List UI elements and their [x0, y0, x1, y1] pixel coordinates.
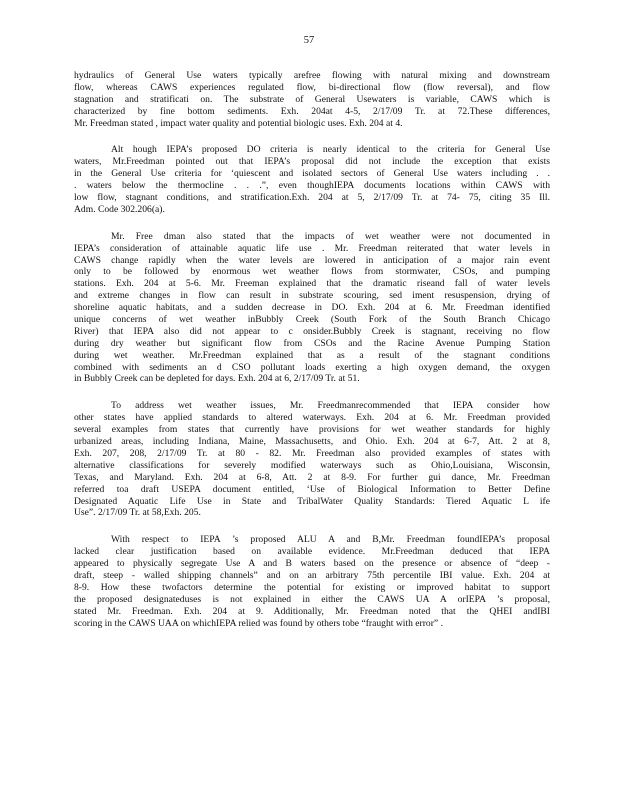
paragraph — [74, 70, 550, 129]
text-line: during wet weather. Mr.Freedman explained that as a result of the stagnant conditions — [74, 349, 550, 361]
text-line: Designated Aquatic Life Use in State and TribalWater Quality Standards: Tiered Aquatic L ife — [74, 495, 550, 507]
text-line: hydraulics of General Use waters typically arefree flowing with natural mixing and downstream — [74, 70, 550, 81]
text-line: shoreline aquatic habitats, and a sudden decrease in DO. Exh. 204 at 6. Mr. Freedman identified — [74, 302, 550, 314]
text-line: Use”. 2/17/09 Tr. at 58,Exh. 205. — [74, 507, 201, 519]
body-text — [74, 70, 550, 644]
text-line: only to be followed by enormous wet weather flows from stormwater, CSOs, and pumping — [74, 266, 550, 278]
text-line: CAWS change rapidly when the water levels are lowered in anticipation of a major rain event — [74, 254, 550, 266]
text-line: in the General Use criteria for ‘quiescent and isolated sectors of General Use waters including . . — [74, 168, 550, 180]
text-line: stations. Exh. 204 at 5-6. Mr. Freeman explained that the dramatic riseand fall of water levels — [74, 278, 550, 290]
text-line: low flow, stagnant conditions, and stratification.Exh. 204 at 5, 2/17/09 Tr. at 74- 75, citing 35 Ill. — [74, 192, 550, 204]
paragraph — [74, 400, 550, 519]
text-line: appeared to physically segregate Use A and B waters based on the presence or absence of “deep - — [74, 558, 550, 570]
text-line: during dry weather but significant flow from CSOs and the Racine Avenue Pumping Station — [74, 337, 550, 349]
text-line: and extreme changes in flow can result in substrate scouring, sed iment resuspension, drying of — [74, 290, 550, 302]
text-line: referred toa draft USEPA document entitled, ‘Use of Biological Information to Better Define — [74, 483, 550, 495]
text-line: Texas, and Maryland. Exh. 204 at 6-8, Att. 2 at 8-9. For further gui dance, Mr. Freedman — [74, 471, 550, 483]
text-line: Mr. Freedman stated , impact water quality and potential biologic uses. Exh. 204 at 4. — [74, 117, 403, 129]
text-line: With respect to IEPA ’s proposed ALU A and B,Mr. Freedman foundIEPA’s proposal — [111, 534, 550, 546]
text-line: To address wet weather issues, Mr. Freedmanrecommended that IEPA consider how — [111, 400, 550, 412]
paragraph — [74, 534, 550, 629]
text-line: combined with sediments an d CSO pollutant loads exerting a high oxygen demand, the oxygen — [74, 361, 550, 373]
text-line: flow, whereas CAWS experiences regulated flow, bi-directional flow (flow reversal), and flow — [74, 81, 550, 93]
text-line: stated Mr. Freedman. Exh. 204 at 9. Additionally, Mr. Freedman noted that the QHEI andIBI — [74, 605, 550, 617]
paragraph — [74, 144, 550, 215]
text-line: other states have applied standards to altered waterways. Exh. 204 at 6. Mr. Freedman provided — [74, 412, 550, 424]
text-line: characterized by fine bottom sediments. Exh. 204at 4-5, 2/17/09 Tr. at 72.These differences, — [74, 105, 550, 117]
text-line: draft, steep - walled shipping channels” and on an arbitrary 75th percentile IBI value. Exh. 204 at — [74, 569, 550, 581]
text-line: in Bubbly Creek can be depleted for days. Exh. 204 at 6, 2/17/09 Tr. at 51. — [74, 373, 360, 385]
text-line: alternative classifications for severely modified waterways such as Ohio,Louisiana, Wisconsin, — [74, 459, 550, 471]
text-line: Mr. Free dman also stated that the impacts of wet weather were not documented in — [111, 230, 550, 242]
text-line: lacked clear justification based on available evidence. Mr.Freedman deduced that IEPA — [74, 546, 550, 558]
text-line: several examples from states that currently have provisions for wet weather standards for highly — [74, 424, 550, 436]
text-line: 8-9. How these twofactors determine the potential for existing or improved habitat to support — [74, 581, 550, 593]
text-line: unique concerns of wet weather inBubbly Creek (South Fork of the South Branch Chicago — [74, 314, 550, 326]
text-line: . waters below the thermocline . . .”, even thoughIEPA documents locations within CAWS with — [74, 180, 550, 192]
text-line: Alt hough IEPA’s proposed DO criteria is nearly identical to the criteria for General Use — [111, 144, 550, 156]
paragraph — [74, 231, 550, 386]
text-line: IEPA’s consideration of attainable aquatic life use . Mr. Freedman reiterated that water levels in — [74, 242, 550, 254]
text-line: urbanized areas, including Indiana, Maine, Massachusetts, and Ohio. Exh. 204 at 6-7, Att. 2 at 8, — [74, 436, 550, 448]
page-number: 57 — [303, 35, 315, 46]
text-line: stagnation and stratificati on. The substrate of General Usewaters is variable, CAWS which is — [74, 93, 550, 105]
text-line: River) that IEPA also did not appear to c onsider.Bubbly Creek is stagnant, receiving no flow — [74, 325, 550, 337]
text-line: the proposed designateduses is not explained in either the CAWS UA A orIEPA ’s proposal, — [74, 593, 550, 605]
text-line: waters, Mr.Freedman pointed out that IEPA’s proposal did not include the exception that exists — [74, 156, 550, 168]
text-line: scoring in the CAWS UAA on whichIEPA relied was found by others tobe “fraught with error” . — [74, 617, 443, 629]
text-line: Exh. 207, 208, 2/17/09 Tr. at 80 - 82. Mr. Freedman also provided examples of states with — [74, 447, 550, 459]
text-line: Adm. Code 302.206(a). — [74, 203, 165, 215]
